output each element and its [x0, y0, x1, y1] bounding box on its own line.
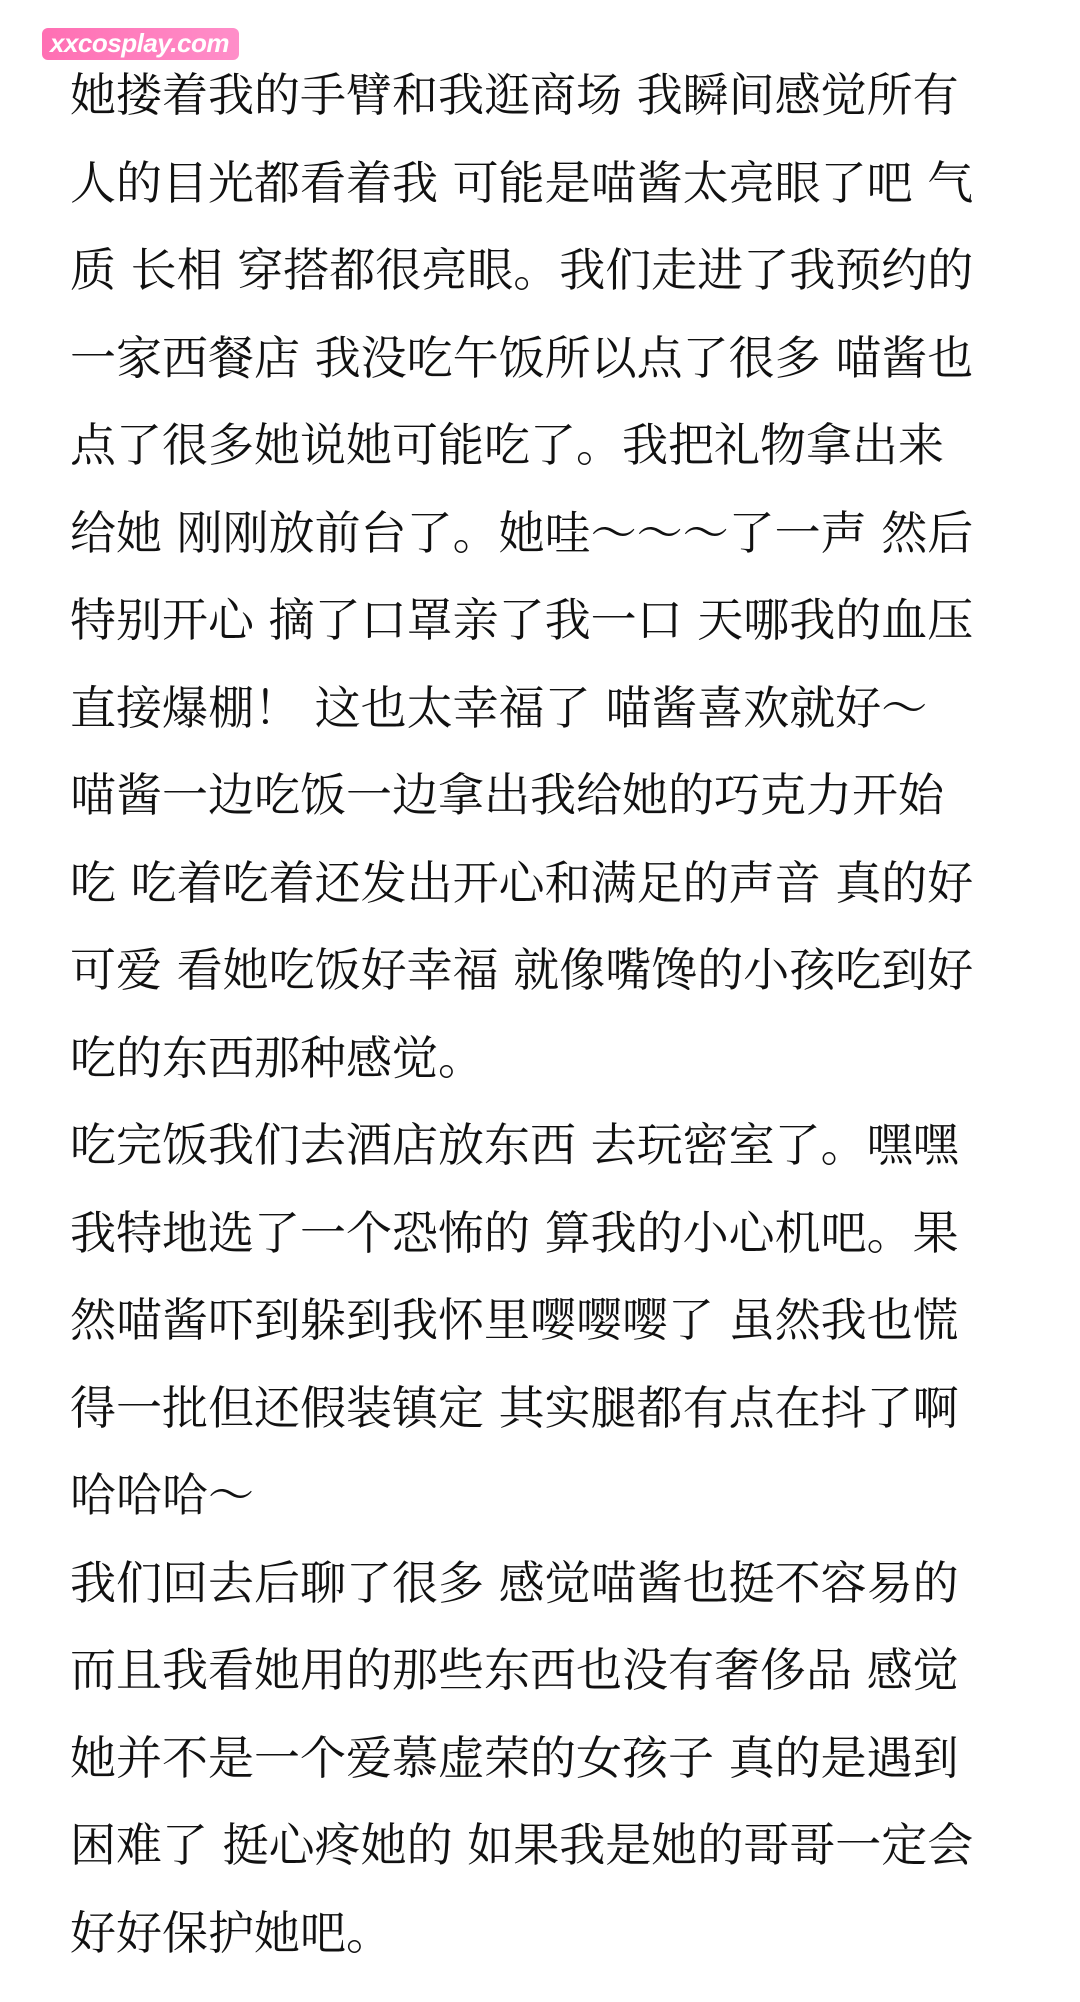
- text-line: 哈哈哈～: [70, 1468, 254, 1522]
- text-line: 给她 刚刚放前台了。她哇～～～了一声 然后: [70, 505, 974, 560]
- paragraph-2: [70, 752, 1030, 1102]
- text-line: 点了很多她说她可能吃了。我把礼物拿出来: [70, 418, 944, 472]
- text-line: 她并不是一个爱慕虚荣的女孩子 真的是遇到: [70, 1730, 959, 1785]
- text-line: 直接爆棚！ 这也太幸福了 喵酱喜欢就好～: [70, 680, 928, 735]
- text-line: 而且我看她用的那些东西也没有奢侈品 感觉: [70, 1643, 959, 1697]
- text-line: 我们回去后聊了很多 感觉喵酱也挺不容易的: [70, 1555, 959, 1610]
- watermark-logo: xxcosplay.com: [42, 28, 239, 60]
- text-line: 一家西餐店 我没吃午饭所以点了很多 喵酱也: [70, 330, 974, 385]
- paragraph-3: [70, 1102, 1030, 1540]
- text-line: 然喵酱吓到躲到我怀里嘤嘤嘤了 虽然我也慌: [70, 1293, 959, 1347]
- text-line: 可爱 看她吃饭好幸福 就像嘴馋的小孩吃到好: [70, 943, 974, 997]
- paragraph-4: [70, 1540, 1030, 1978]
- text-line: 人的目光都看着我 可能是喵酱太亮眼了吧 气: [70, 155, 974, 210]
- text-line: 质 长相 穿搭都很亮眼。我们走进了我预约的: [70, 243, 974, 297]
- text-line: 吃完饭我们去酒店放东西 去玩密室了。嘿嘿: [70, 1118, 959, 1172]
- text-line: 她搂着我的手臂和我逛商场 我瞬间感觉所有: [70, 68, 959, 122]
- paragraph-1: [70, 52, 1030, 752]
- text-line: 困难了 挺心疼她的 如果我是她的哥哥一定会: [70, 1818, 974, 1872]
- text-line: 我特地选了一个恐怖的 算我的小心机吧。果: [70, 1205, 959, 1260]
- article-body: [70, 52, 1030, 1977]
- text-line: 好好保护她吧。: [70, 1905, 392, 1960]
- text-line: 吃的东西那种感觉。: [70, 1030, 484, 1085]
- text-line: 吃 吃着吃着还发出开心和满足的声音 真的好: [70, 855, 974, 910]
- text-line: 特别开心 摘了口罩亲了我一口 天哪我的血压: [70, 593, 974, 647]
- text-line: 喵酱一边吃饭一边拿出我给她的巧克力开始: [70, 768, 944, 822]
- text-line: 得一批但还假装镇定 其实腿都有点在抖了啊: [70, 1380, 959, 1435]
